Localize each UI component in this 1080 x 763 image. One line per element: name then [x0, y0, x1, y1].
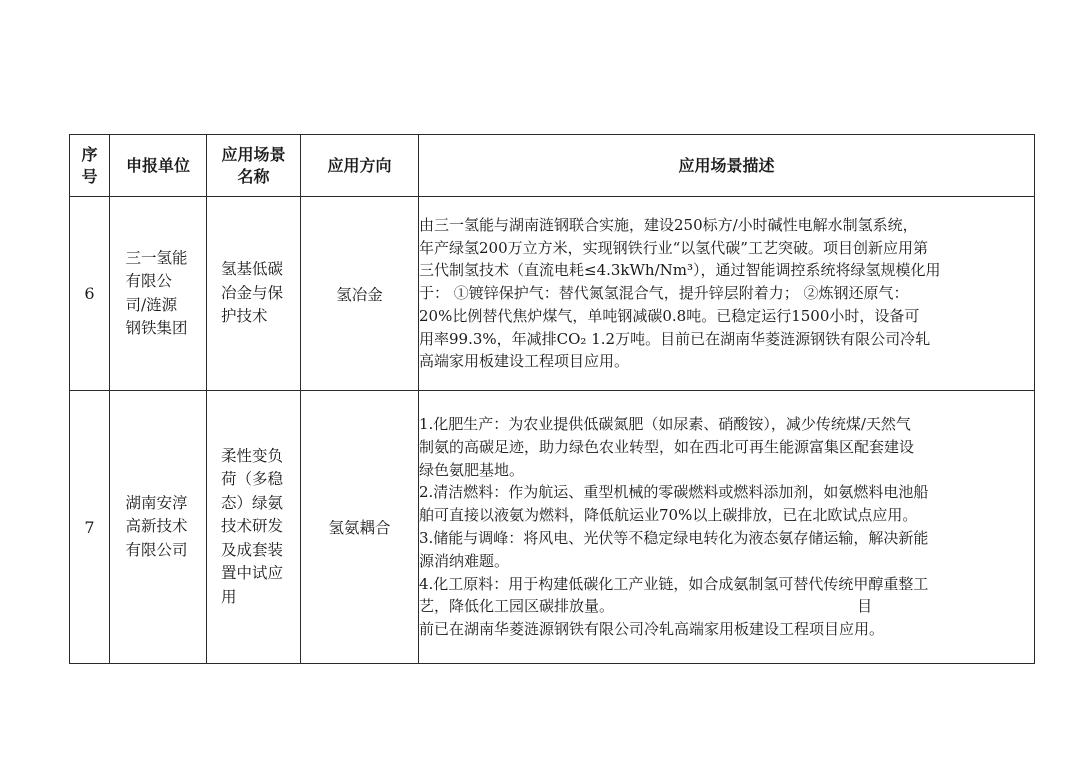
table-header-row	[70, 135, 1035, 197]
row-direction: 氢氨耦合	[301, 391, 419, 664]
row-num: 7	[70, 391, 110, 664]
table-row	[70, 391, 1035, 664]
row-description: 1.化肥生产：为农业提供低碳氮肥（如尿素、硝酸铵），减少传统煤/天然气 制氨的高碳足迹，助力绿色农业转型，如在西北可再生能源富集区配套建设 绿色氨肥基地。 2.清洁燃料：作为航运、重型机械的零碳燃料或燃料添加剂，如氨燃料电池船 舶可直接以液氨为燃料，降低航运业70%以上碳排放，已在北欧试点应用。 3.储能与调峰：将风电、光伏等不稳定绿电转化为液态氨存储运输，解决新能 源消纳难题。 4.化工原料：用于构建低碳化工产业链，如合成氨制氢可替代传统甲醇重整工 艺，降低化工园区碳排放量。 目 前已在湖南华菱涟源钢铁有限公司冷轧高端家用板建设工程项目应用。	[419, 391, 1035, 664]
header-description: 应用场景描述	[419, 135, 1035, 197]
header-num: 序号	[70, 135, 110, 197]
header-direction: 应用方向	[301, 135, 419, 197]
header-unit: 申报单位	[110, 135, 207, 197]
header-scene: 应用场景名称	[207, 135, 301, 197]
row-description: 由三一氢能与湖南涟钢联合实施，建设250标方/小时碱性电解水制氢系统， 年产绿氢200万立方米，实现钢铁行业“以氢代碳”工艺突破。项目创新应用第 三代制氢技术（直流电耗≤4.3kWh/Nm³），通过智能调控系统将绿氢规模化用 于： ①镀锌保护气：替代氮氢混合气，提升锌层附着力； ②炼钢还原气： 20%比例替代焦炉煤气，单吨钢减碳0.8吨。已稳定运行1500小时，设备可 用率99.3%，年减排CO₂ 1.2万吨。目前已在湖南华菱涟源钢铁有限公司冷轧 高端家用板建设工程项目应用。	[419, 197, 1035, 391]
table-row	[70, 197, 1035, 391]
application-scenario-table	[69, 134, 1035, 664]
row-unit: 湖南安淳高新技术有限公司	[110, 391, 207, 664]
row-unit: 三一氢能有限公司/涟源钢铁集团	[110, 197, 207, 391]
row-direction: 氢冶金	[301, 197, 419, 391]
row-scene: 柔性变负荷（多稳态）绿氨技术研发及成套装置中试应用	[207, 391, 301, 664]
row-num: 6	[70, 197, 110, 391]
row-scene: 氢基低碳冶金与保护技术	[207, 197, 301, 391]
